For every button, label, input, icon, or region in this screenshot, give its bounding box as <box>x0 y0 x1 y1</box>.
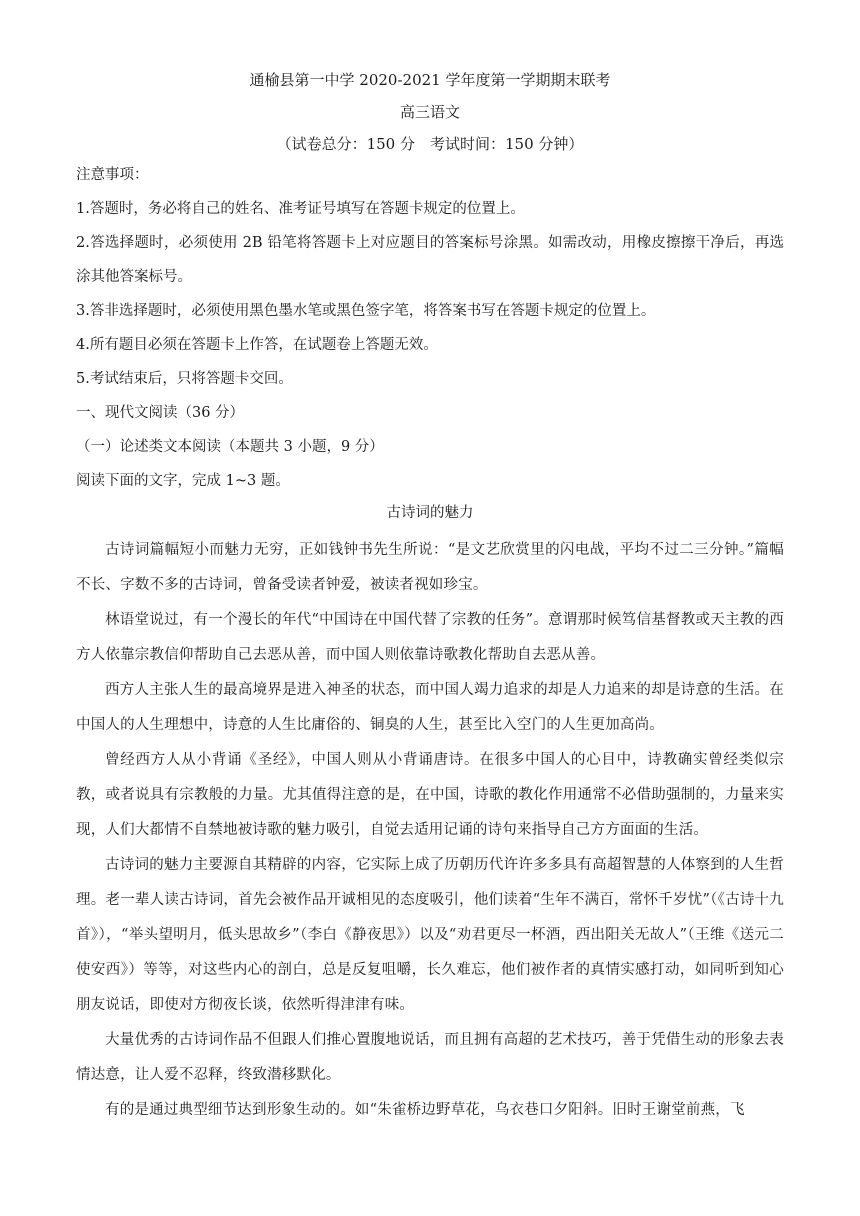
article-body <box>76 533 784 1128</box>
notice-item-4: 4.所有题目必须在答题卡上作答，在试题卷上答题无效。 <box>76 337 438 353</box>
article-paragraph: 西方人主张人生的最高境界是进入神圣的状态，而中国人竭力追求的却是人力追来的却是诗意的生活。在中国人的人生理想中，诗意的人生比庸俗的、铜臭的人生，甚至比入空门的人生更加高尚。 <box>76 682 784 733</box>
article-title: 古诗词的魅力 <box>386 505 474 521</box>
section-subheading: （一）论述类文本阅读（本题共 3 小题，9 分） <box>76 439 384 455</box>
notice-item-2: 2.答选择题时，必须使用 2B 铅笔将答题卡上对应题目的答案标号涂黑。如需改动，用橡皮擦擦干净后，再选涂其他答案标号。 <box>76 235 784 285</box>
notice-item-5: 5.考试结束后，只将答题卡交回。 <box>76 371 293 387</box>
section-instruction: 阅读下面的文字，完成 1~3 题。 <box>76 473 290 489</box>
article-paragraph: 曾经西方人从小背诵《圣经》，中国人则从小背诵唐诗。在很多中国人的心目中，诗教确实曾经类似宗教，或者说具有宗教般的力量。尤其值得注意的是，在中国，诗歌的教化作用通常不必借助强制的，力量来实现，人们大都情不自禁地被诗歌的魅力吸引，自觉去适用记诵的诗句来指导自己方方面面的生活。 <box>76 752 784 838</box>
article-paragraph: 古诗词的魅力主要源自其精辟的内容，它实际上成了历朝历代许许多多具有高超智慧的人体察到的人生哲理。老一辈人读古诗词，首先会被作品开诚相见的态度吸引，他们读着“生年不满百，常怀千岁忧”（《古诗十九首》），“举头望明月，低头思故乡”（李白《静夜思》）以及“劝君更尽一杯酒，西出阳关无故人”（王维《送元二使安西》）等等，对这些内心的剖白，总是反复咀嚼，长久难忘，他们被作者的真情实感打动，如同听到知心朋友说话，即使对方彻夜长谈，依然听得津津有味。 <box>76 857 784 1013</box>
section-heading: 一、现代文阅读（36 分） <box>76 405 245 421</box>
article-paragraph: 古诗词篇幅短小而魅力无穷，正如钱钟书先生所说：“是文艺欣赏里的闪电战，平均不过二三分钟。”篇幅不长、字数不多的古诗词，曾备受读者钟爱，被读者视如珍宝。 <box>76 542 784 593</box>
notice-item-1: 1.答题时，务必将自己的姓名、准考证号填写在答题卡规定的位置上。 <box>76 201 525 217</box>
exam-subject: 高三语文 <box>399 103 460 121</box>
article-paragraph: 大量优秀的古诗词作品不但跟人们推心置腹地说话，而且拥有高超的艺术技巧，善于凭借生动的形象去表情达意，让人爱不忍释，终致潜移默化。 <box>76 1032 784 1083</box>
exam-info: （试卷总分：150 分 考试时间：150 分钟） <box>276 135 584 153</box>
exam-title: 通榆县第一中学 2020-2021 学年度第一学期期末联考 <box>249 71 611 89</box>
article-paragraph: 有的是通过典型细节达到形象生动的。如“朱雀桥边野草花，乌衣巷口夕阳斜。旧时王谢堂前燕，飞 <box>105 1102 745 1118</box>
notice-heading: 注意事项： <box>76 167 149 183</box>
notice-item-3: 3.答非选择题时，必须使用黑色墨水笔或黑色签字笔，将答案书写在答题卡规定的位置上。 <box>76 303 656 319</box>
article-paragraph: 林语堂说过，有一个漫长的年代“中国诗在中国代替了宗教的任务”。意谓那时候笃信基督教或天主教的西方人依靠宗教信仰帮助自己去恶从善，而中国人则依靠诗歌教化帮助自去恶从善。 <box>76 612 784 663</box>
